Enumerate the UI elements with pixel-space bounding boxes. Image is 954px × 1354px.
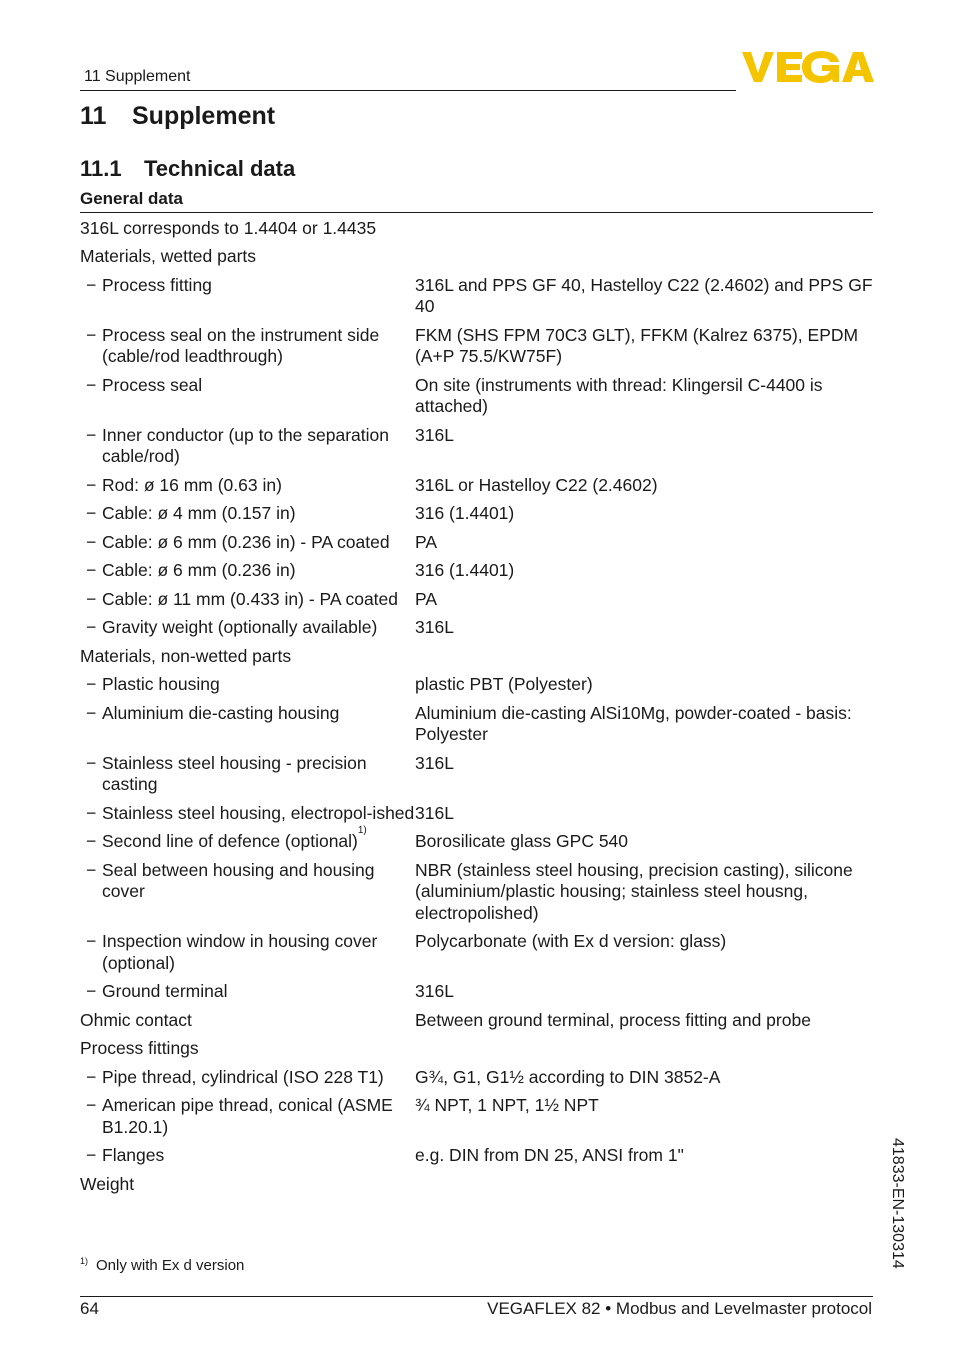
list-dash: − [86, 424, 97, 445]
list-dash: − [86, 674, 97, 694]
row-key-text: Gravity weight (optionally available) [102, 617, 378, 637]
row-value: 316L [415, 802, 454, 823]
chapter-title: Supplement [132, 102, 276, 130]
list-dash: − [86, 931, 97, 951]
row-key [80, 931, 415, 974]
list-dash: − [86, 859, 97, 880]
row-value: 316L [415, 752, 454, 773]
row-value: Borosilicate glass GPC 540 [415, 831, 629, 851]
row-key [80, 674, 415, 696]
row-key: Materials, non-wetted parts [80, 645, 292, 666]
list-dash: − [86, 752, 97, 773]
table-row [80, 699, 873, 749]
table-row [80, 321, 873, 371]
section-number: 11.1 [80, 156, 122, 181]
header-rule [80, 90, 736, 91]
row-key [80, 753, 415, 796]
row-key-text: Flanges [102, 1145, 165, 1165]
list-dash: − [86, 617, 97, 637]
row-key-text: Process fitting [102, 274, 212, 295]
row-value: NBR (stainless steel housing, precision casting), silicone (aluminium/plastic housing; stainless steel housng, electropolished) [415, 859, 853, 923]
row-key [80, 617, 415, 639]
list-dash: − [86, 1145, 97, 1165]
row-key-text: Inner conductor (up to the separation cable/rod) [102, 424, 389, 466]
row-value: 316L [415, 424, 454, 445]
row-value: Between ground terminal, process fitting and probe [415, 1009, 811, 1030]
row-key [80, 425, 415, 468]
table-row [80, 1092, 873, 1142]
row-key: Weight [80, 1173, 135, 1194]
footer-product-title: VEGAFLEX 82 • Modbus and Levelmaster protocol [487, 1299, 872, 1318]
table-row [80, 928, 873, 978]
row-key: Materials, wetted parts [80, 246, 257, 266]
table-row [80, 671, 873, 700]
footnote [80, 1256, 244, 1274]
list-dash: − [86, 1066, 97, 1087]
row-key-text: Inspection window in housing cover (optional) [102, 931, 378, 973]
table-row [80, 1170, 873, 1199]
row-value: plastic PBT (Polyester) [415, 674, 593, 694]
page-number: 64 [80, 1299, 99, 1318]
row-key [80, 375, 415, 418]
list-dash: − [86, 474, 97, 495]
row-key [80, 325, 415, 368]
row-key [80, 1145, 415, 1167]
row-value: 316 (1.4401) [415, 560, 515, 580]
row-key-text: Pipe thread, cylindrical (ISO 228 T1) [102, 1066, 384, 1087]
row-key-text: Stainless steel housing - precision casting [102, 752, 367, 794]
table-row [80, 371, 873, 421]
list-dash: − [86, 802, 97, 823]
chapter-heading [80, 102, 275, 131]
list-dash: − [86, 1095, 97, 1115]
row-key-text: Plastic housing [102, 674, 220, 694]
table-row [80, 978, 873, 1007]
table-row [80, 856, 873, 928]
row-key [80, 703, 415, 746]
footnote-text: Only with Ex d version [96, 1257, 245, 1274]
table-row [80, 642, 873, 671]
row-key: Process fittings [80, 1038, 199, 1058]
table-row [80, 1142, 873, 1171]
row-key-text: Second line of defence (optional) [102, 831, 358, 851]
row-key-text: Cable: ø 11 mm (0.433 in) - PA coated [102, 588, 399, 609]
row-key [80, 589, 415, 611]
row-key-text: Process seal [102, 374, 203, 395]
table-row [80, 799, 873, 828]
row-key [80, 860, 415, 925]
footnote-mark: 1) [80, 1256, 89, 1266]
row-key-text: Cable: ø 6 mm (0.236 in) - PA coated [102, 531, 390, 552]
row-value: PA [415, 531, 438, 552]
row-key: 316L corresponds to 1.4404 or 1.4435 [80, 217, 377, 238]
table-row [80, 500, 873, 529]
table-row [80, 271, 873, 321]
row-key-text: Process seal on the instrument side (cable/rod leadthrough) [102, 324, 380, 366]
general-data-rule [80, 212, 873, 213]
row-key-text: Aluminium die-casting housing [102, 702, 340, 723]
row-key-text: Cable: ø 6 mm (0.236 in) [102, 560, 296, 580]
row-value: On site (instruments with thread: Klingersil C-4400 is attached) [415, 374, 823, 416]
row-key-text: Rod: ø 16 mm (0.63 in) [102, 474, 282, 495]
general-data-title: General data [80, 189, 183, 208]
list-dash: − [86, 324, 97, 345]
list-dash: − [86, 374, 97, 395]
table-row [80, 214, 873, 243]
row-value: 316L or Hastelloy C22 (2.4602) [415, 474, 658, 495]
row-value: Polycarbonate (with Ex d version: glass) [415, 931, 727, 951]
list-dash: − [86, 531, 97, 552]
table-row [80, 825, 873, 857]
table-row [80, 471, 873, 500]
row-key-text: Cable: ø 4 mm (0.157 in) [102, 503, 296, 523]
row-value: ¾ NPT, 1 NPT, 1½ NPT [415, 1095, 599, 1115]
table-row [80, 1006, 873, 1035]
chapter-number: 11 [80, 102, 107, 130]
technical-data-table [80, 214, 873, 1199]
list-dash: − [86, 274, 97, 295]
list-dash: − [86, 981, 97, 1001]
row-value: Aluminium die-casting AlSi10Mg, powder-coated - basis: Polyester [415, 702, 852, 744]
table-row [80, 528, 873, 557]
row-value: e.g. DIN from DN 25, ANSI from 1" [415, 1145, 684, 1165]
row-key-text: Ground terminal [102, 981, 228, 1001]
row-key [80, 981, 415, 1003]
document-id: 41833-EN-130314 [889, 1138, 906, 1269]
row-value: 316L and PPS GF 40, Hastelloy C22 (2.4602) and PPS GF 40 [415, 274, 873, 316]
row-key [80, 275, 415, 318]
row-key-text: Stainless steel housing, electropol-ished [102, 802, 415, 823]
row-key [80, 475, 415, 497]
row-value: G¾, G1, G1½ according to DIN 3852-A [415, 1066, 721, 1087]
row-key [80, 803, 415, 825]
row-value: 316L [415, 981, 454, 1001]
list-dash: − [86, 702, 97, 723]
table-row [80, 1035, 873, 1064]
table-row [80, 243, 873, 272]
row-key [80, 1067, 415, 1089]
vega-logo [742, 50, 874, 84]
section-title: Technical data [144, 156, 296, 181]
row-key [80, 532, 415, 554]
header-section-label: 11 Supplement [84, 68, 191, 85]
row-key: Ohmic contact [80, 1009, 192, 1030]
table-row [80, 1063, 873, 1092]
table-row [80, 749, 873, 799]
row-key: − Second line of defence (optional) 1) [80, 831, 415, 853]
table-row [80, 421, 873, 471]
list-dash: − [86, 588, 97, 609]
row-key [80, 503, 415, 525]
table-row [80, 557, 873, 586]
row-value: 316L [415, 617, 454, 637]
section-heading [80, 156, 295, 182]
row-value: 316 (1.4401) [415, 503, 515, 523]
row-key [80, 1095, 415, 1138]
table-row [80, 585, 873, 614]
table-row [80, 614, 873, 643]
list-dash: − [86, 831, 97, 851]
list-dash: − [86, 503, 97, 523]
row-key-text: Seal between housing and housing cover [102, 859, 375, 901]
row-value: FKM (SHS FPM 70C3 GLT), FFKM (Kalrez 6375), EPDM (A+P 75.5/KW75F) [415, 324, 859, 366]
list-dash: − [86, 560, 97, 580]
footer-rule [80, 1296, 873, 1297]
row-key [80, 560, 415, 582]
row-key-text: American pipe thread, conical (ASME B1.20.1) [102, 1095, 393, 1137]
row-value: PA [415, 588, 438, 609]
